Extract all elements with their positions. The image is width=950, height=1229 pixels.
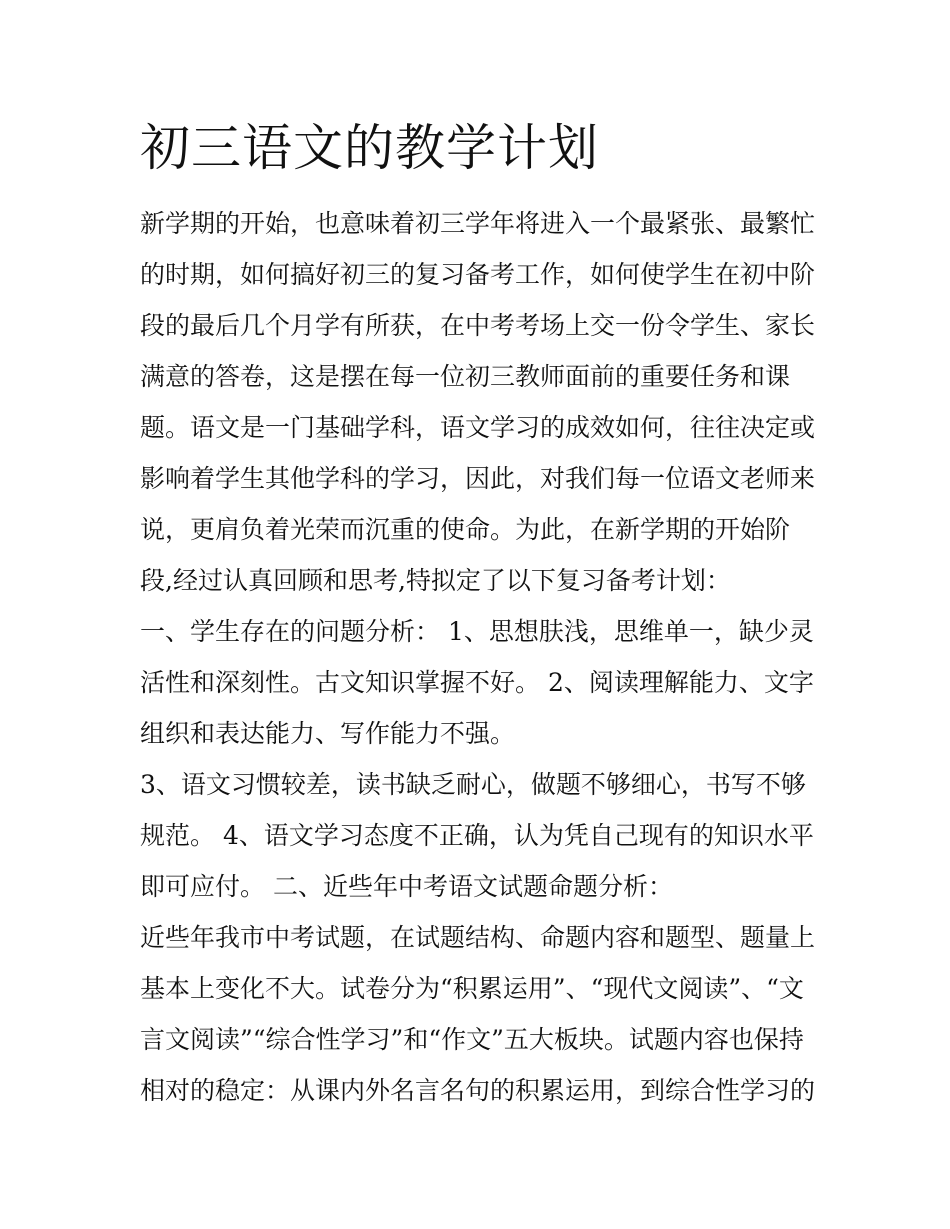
body-line: 题。语文是一门基础学科，语文学习的成效如何，往往决定或 bbox=[140, 413, 816, 442]
body-line: 段,经过认真回顾和思考,特拟定了以下复习备考计划： bbox=[140, 566, 731, 595]
body-line: 近些年我市中考试题，在试题结构、命题内容和题型、题量上 bbox=[140, 923, 816, 952]
body-line: 3、语文习惯较差，读书缺乏耐心，做题不够细心，书写不够 bbox=[140, 770, 806, 799]
document-title: 初三语文的教学计划 bbox=[140, 119, 599, 177]
body-line: 即可应付。 二、近些年中考语文试题命题分析： bbox=[140, 872, 673, 901]
body-line: 规范。 4、语文学习态度不正确，认为凭自己现有的知识水平 bbox=[140, 821, 814, 850]
body-line: 基本上变化不大。试卷分为“积累运用”、“现代文阅读”、“文 bbox=[140, 974, 804, 1003]
body-line: 段的最后几个月学有所获，在中考考场上交一份令学生、家长 bbox=[140, 311, 816, 340]
body-line: 影响着学生其他学科的学习，因此，对我们每一位语文老师来 bbox=[140, 464, 816, 493]
body-line: 说，更肩负着光荣而沉重的使命。为此，在新学期的开始阶 bbox=[140, 515, 791, 544]
body-line: 满意的答卷，这是摆在每一位初三教师面前的重要任务和课 bbox=[140, 362, 791, 391]
body-line: 一、学生存在的问题分析： 1、思想肤浅，思维单一，缺少灵 bbox=[140, 617, 814, 646]
body-line: 活性和深刻性。古文知识掌握不好。 2、阅读理解能力、文字 bbox=[140, 668, 814, 697]
document-body bbox=[140, 198, 820, 1116]
body-line: 组织和表达能力、写作能力不强。 bbox=[140, 719, 516, 748]
body-line: 言文阅读”“综合性学习”和“作文”五大板块。试题内容也保持 bbox=[140, 1025, 804, 1054]
body-line: 相对的稳定：从课内外名言名句的积累运用，到综合性学习的 bbox=[140, 1076, 816, 1105]
body-line: 新学期的开始，也意味着初三学年将进入一个最紧张、最繁忙 bbox=[140, 209, 816, 238]
body-line: 的时期，如何搞好初三的复习备考工作，如何使学生在初中阶 bbox=[140, 260, 816, 289]
